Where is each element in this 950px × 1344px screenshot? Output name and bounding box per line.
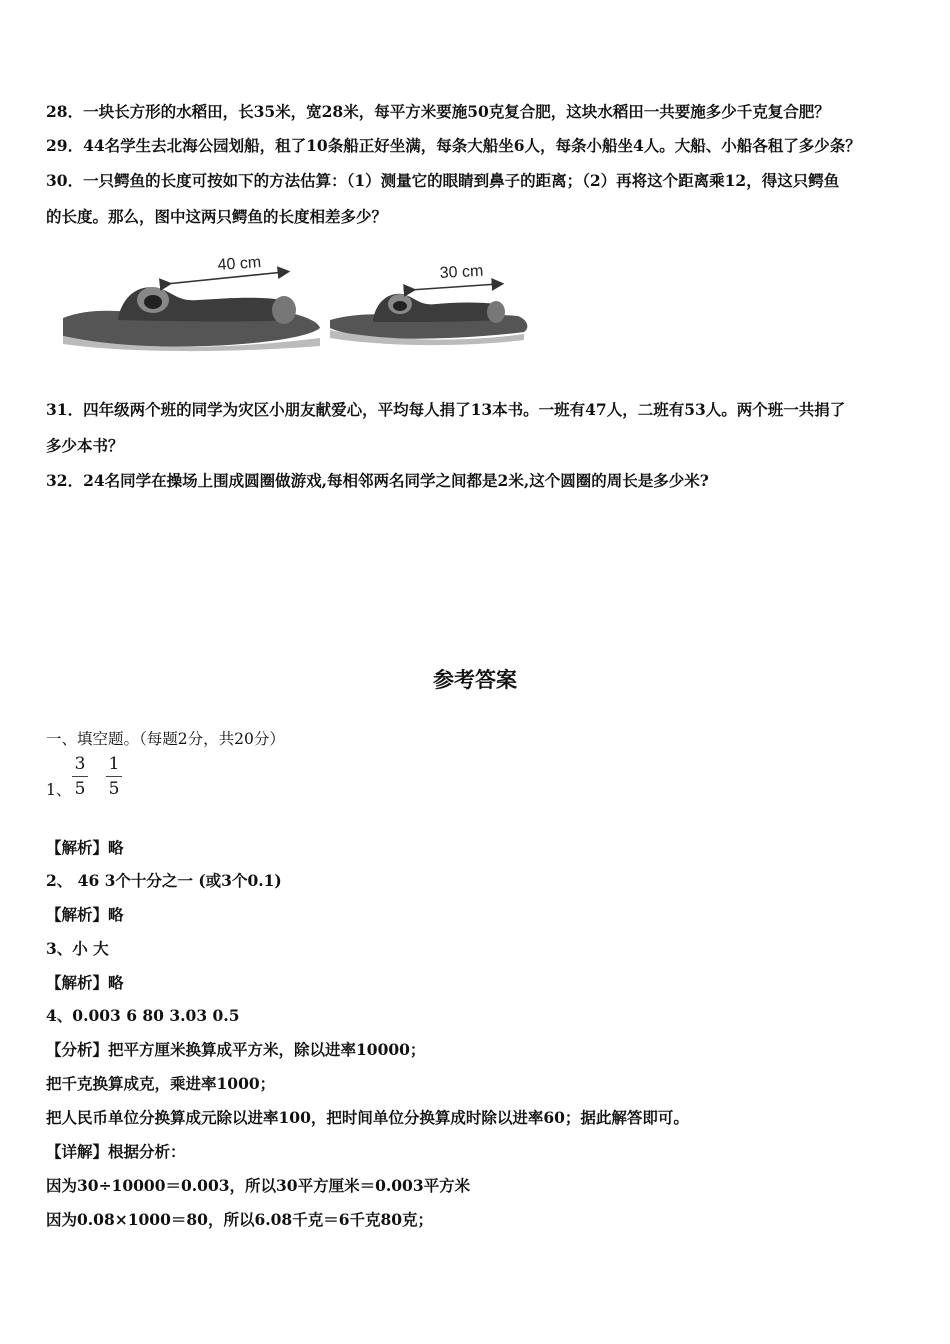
answers-section-heading: 一、填空题。（每题2分，共20分） — [46, 730, 285, 748]
measure-label-right: 30 cm — [439, 262, 484, 282]
crocodile-illustration — [58, 248, 538, 356]
answer-2: 2、 46 3个十分之一 (或3个0.1) — [46, 871, 282, 890]
crocodile-right-pupil — [393, 301, 407, 311]
measure-arrow-left — [166, 272, 284, 284]
crocodile-left-nose — [272, 296, 296, 324]
answer-1-analysis: 【解析】略 — [46, 838, 124, 857]
answer-2-analysis: 【解析】略 — [46, 905, 124, 924]
question-31-line2: 多少本书？ — [46, 436, 124, 455]
answer-1-fraction-1 — [72, 754, 88, 799]
answers-title: 参考答案 — [433, 668, 517, 692]
fraction-bar — [72, 776, 88, 777]
crocodile-right-nose — [487, 301, 505, 323]
answer-4-line2: 把千克换算成克，乘进率1000； — [46, 1074, 276, 1093]
measure-label-left: 40 cm — [217, 253, 262, 274]
answer-4-line3: 把人民币单位分换算成元除以进率100，把时间单位分换算成时除以进率60；据此解答即可。 — [46, 1108, 689, 1127]
fraction-denominator: 5 — [108, 779, 120, 799]
answer-4-step1: 因为30÷10000＝0.003，所以30平方厘米＝0.003平方米 — [46, 1176, 471, 1195]
fraction-numerator: 3 — [74, 754, 86, 774]
question-29: 29．44名学生去北海公园划船，租了10条船正好坐满，每条大船坐6人，每条小船坐4人。大船、小船各租了多少条？ — [46, 136, 861, 155]
fraction-bar — [106, 776, 122, 777]
answer-3-analysis: 【解析】略 — [46, 973, 124, 992]
question-31-line1: 31．四年级两个班的同学为灾区小朋友献爱心，平均每人捐了13本书。一班有47人，二班有53人。两个班一共捐了 — [46, 400, 846, 419]
fraction-numerator: 1 — [108, 754, 120, 774]
crocodile-figure — [58, 248, 538, 356]
answer-3: 3、小 大 — [46, 939, 109, 958]
answer-1-prefix: 1、 — [46, 781, 72, 799]
answer-4: 4、0.003 6 80 3.03 0.5 — [46, 1006, 240, 1025]
question-28: 28．一块长方形的水稻田，长35米，宽28米，每平方米要施50克复合肥，这块水稻田一共要施多少千克复合肥？ — [46, 102, 830, 121]
fraction-denominator: 5 — [74, 779, 86, 799]
question-32: 32．24名同学在操场上围成圆圈做游戏,每相邻两名同学之间都是2米,这个圆圈的周长是多少米? — [46, 471, 709, 490]
answer-4-analysis: 【分析】把平方厘米换算成平方米，除以进率10000； — [46, 1040, 426, 1059]
answer-1-fraction-2 — [106, 754, 122, 799]
answer-4-detail: 【详解】根据分析： — [46, 1142, 186, 1161]
question-30-line1: 30．一只鳄鱼的长度可按如下的方法估算：（1）测量它的眼睛到鼻子的距离；（2）再将这个距离乘12，得这只鳄鱼 — [46, 171, 840, 190]
answer-4-step2: 因为0.08×1000＝80，所以6.08千克＝6千克80克； — [46, 1210, 434, 1229]
question-30-line2: 的长度。那么，图中这两只鳄鱼的长度相差多少？ — [46, 207, 388, 226]
measure-arrow-right — [410, 284, 498, 290]
crocodile-left-pupil — [144, 295, 162, 309]
